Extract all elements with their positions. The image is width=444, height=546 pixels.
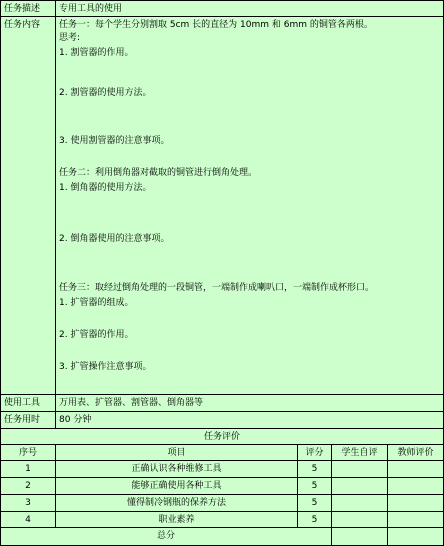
task-content-body xyxy=(56,17,444,395)
row-no: 3 xyxy=(0,495,56,512)
row-self xyxy=(332,478,388,495)
time-used-label: 任务用时 xyxy=(0,412,56,429)
row-score: 5 xyxy=(298,478,332,495)
row-no: 1 xyxy=(0,461,56,478)
row-teacher xyxy=(388,461,444,478)
content-line: 1. 扩管器的组成。 xyxy=(59,298,134,308)
tools-used-value: 万用表、扩管器、割管器、倒角器等 xyxy=(56,395,444,412)
row-teacher xyxy=(388,478,444,495)
content-line: 2. 扩管器的作用。 xyxy=(59,330,134,340)
content-line: 3. 使用割管器的注意事项。 xyxy=(59,136,170,146)
header-item: 项目 xyxy=(56,445,298,461)
total-label: 总分 xyxy=(0,528,332,546)
row-teacher xyxy=(388,495,444,512)
content-line: 任务一：每个学生分别割取 5cm 长的直径为 10mm 和 6mm 的铜管各两根。 xyxy=(59,20,373,30)
header-teacher: 教师评价 xyxy=(388,445,444,461)
header-self: 学生自评 xyxy=(332,445,388,461)
row-item: 懂得制冷钢瓶的保养方法 xyxy=(56,495,298,512)
row-item: 正确认识各种维修工具 xyxy=(56,461,298,478)
content-line: 任务三：取经过倒角处理的一段铜管，一端制作成喇叭口，一端制作成杯形口。 xyxy=(59,283,375,293)
content-line: 3. 扩管操作注意事项。 xyxy=(59,362,152,372)
row-item: 能够正确使用各种工具 xyxy=(56,478,298,495)
task-description-label: 任务描述 xyxy=(0,0,56,17)
task-content-label: 任务内容 xyxy=(0,17,56,395)
task-description-value: 专用工具的使用 xyxy=(56,0,444,17)
row-score: 5 xyxy=(298,512,332,528)
total-teacher xyxy=(388,528,444,546)
evaluation-title: 任务评价 xyxy=(0,429,444,445)
row-no: 2 xyxy=(0,478,56,495)
content-line: 2. 倒角器使用的注意事项。 xyxy=(59,234,170,244)
row-item: 职业素养 xyxy=(56,512,298,528)
header-score: 评分 xyxy=(298,445,332,461)
content-line: 1. 割管器的作用。 xyxy=(59,48,134,58)
content-line: 思考: xyxy=(59,33,81,43)
header-no: 序号 xyxy=(0,445,56,461)
content-line: 任务二：利用倒角器对截取的铜管进行倒角处理。 xyxy=(59,168,258,178)
row-self xyxy=(332,512,388,528)
row-score: 5 xyxy=(298,461,332,478)
row-score: 5 xyxy=(298,495,332,512)
row-self xyxy=(332,461,388,478)
tools-used-label: 使用工具 xyxy=(0,395,56,412)
row-no: 4 xyxy=(0,512,56,528)
content-line: 2. 割管器的使用方法。 xyxy=(59,88,152,98)
total-self xyxy=(332,528,388,546)
row-teacher xyxy=(388,512,444,528)
content-line: 1. 倒角器的使用方法。 xyxy=(59,183,152,193)
time-used-value: 80 分钟 xyxy=(56,412,444,429)
row-self xyxy=(332,495,388,512)
